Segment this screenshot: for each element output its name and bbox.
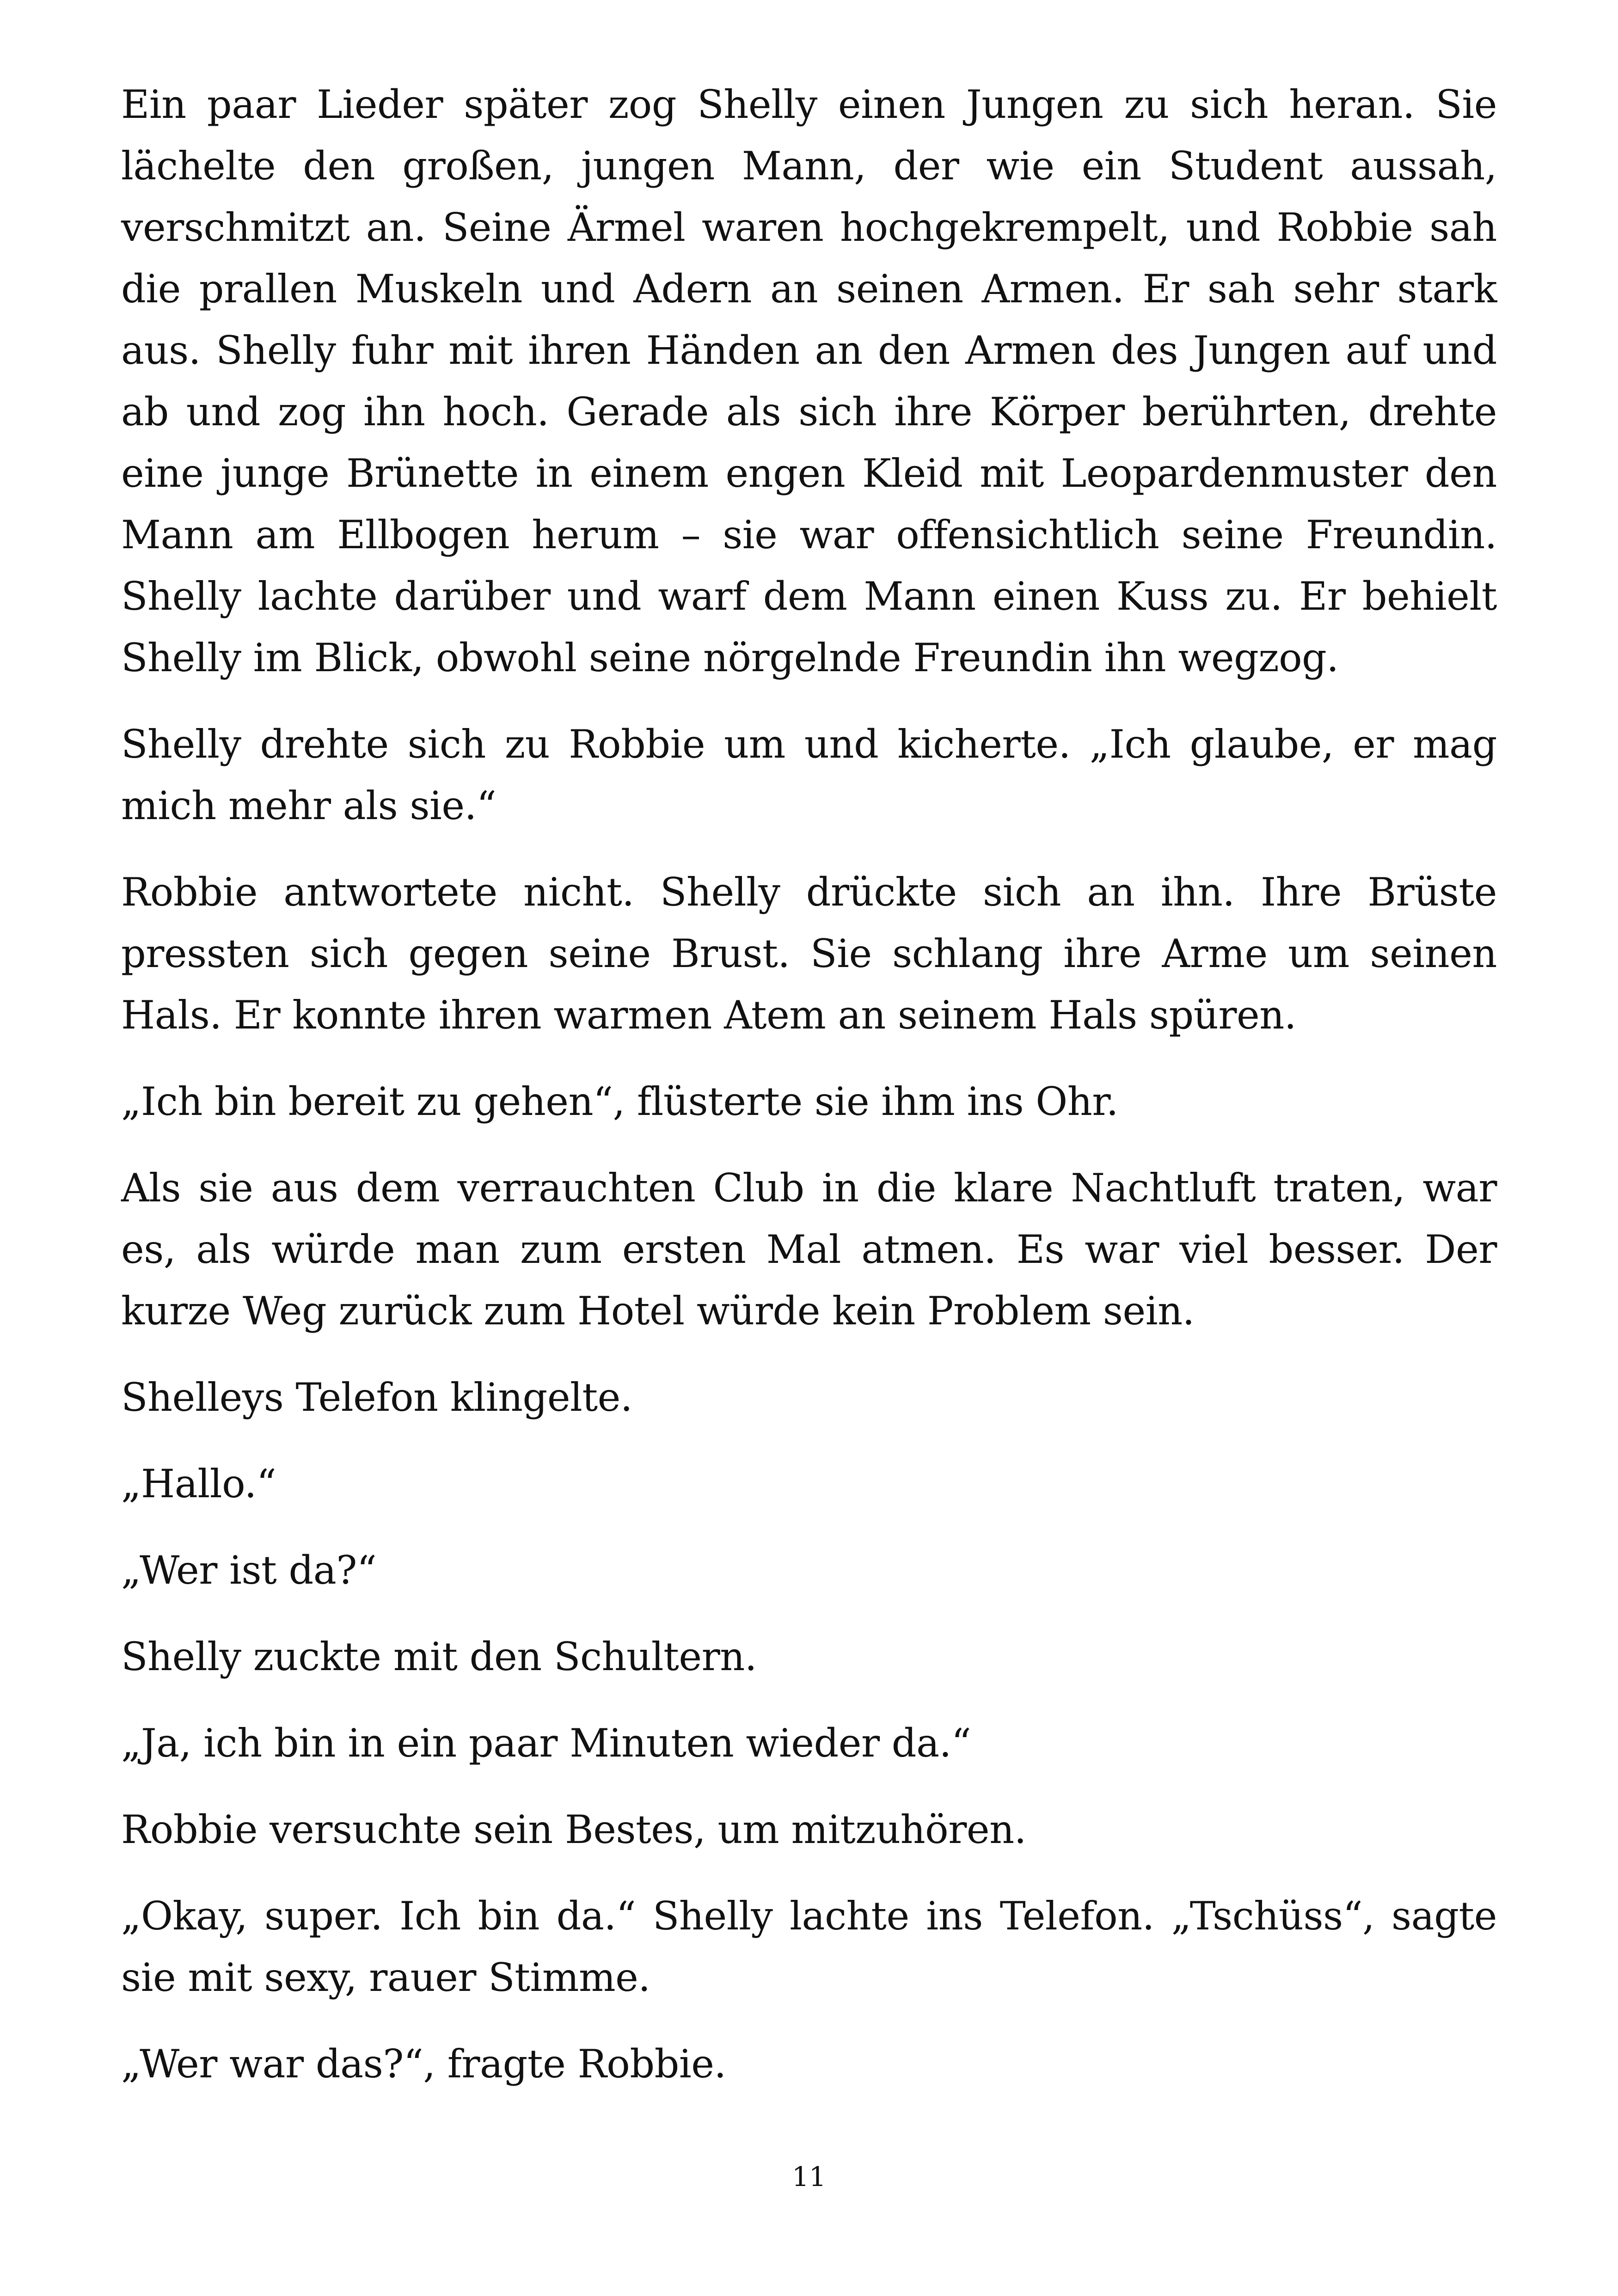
paragraph-2: Shelly drehte sich zu Robbie um und kicherte. „Ich glaube, er mag mich mehr als sie.“	[121, 722, 1497, 828]
paragraph-7: „Hallo.“	[121, 1461, 276, 1506]
paragraph-5: Als sie aus dem verrauchten Club in die klare Nachtluft traten, war es, als würde man zum ersten Mal atmen. Es war viel besser. Der kurze Weg zurück zum Hotel würde kein Problem sein.	[121, 1165, 1497, 1334]
paragraph-8: „Wer ist da?“	[121, 1548, 377, 1593]
page-body	[121, 74, 1497, 2120]
paragraph-3: Robbie antwortete nicht. Shelly drückte sich an ihn. Ihre Brüste pressten sich gegen seine Brust. Sie schlang ihre Arme um seinen Hals. Er konnte ihren warmen Atem an seinem Hals spüren.	[121, 869, 1497, 1038]
paragraph-9: Shelly zuckte mit den Schultern.	[121, 1634, 757, 1679]
paragraph-11: Robbie versuchte sein Bestes, um mitzuhören.	[121, 1807, 1026, 1852]
paragraph-10: „Ja, ich bin in ein paar Minuten wieder da.“	[121, 1720, 971, 1766]
paragraph-1: Ein paar Lieder später zog Shelly einen Jungen zu sich heran. Sie lächelte den großen, jungen Mann, der wie ein Student aussah, verschmitzt an. Seine Ärmel waren hochgekrempelt, und Robbie sah die prallen Muskeln und Adern an seinen Armen. Er sah sehr stark aus. Shelly fuhr mit ihren Händen an den Armen des Jungen auf und ab und zog ihn hoch. Gerade als sich ihre Körper berührten, drehte eine junge Brünette in einem engen Kleid mit Leopardenmuster den Mann am Ellbogen herum – sie war offensichtlich seine Freundin. Shelly lachte darüber und warf dem Mann einen Kuss zu. Er behielt Shelly im Blick, obwohl seine nörgelnde Freundin ihn wegzog.	[121, 82, 1497, 680]
paragraph-6: Shelleys Telefon klingelte.	[121, 1375, 633, 1420]
paragraph-12: „Okay, super. Ich bin da.“ Shelly lachte ins Telefon. „Tschüss“, sagte sie mit sexy, rauer Stimme.	[121, 1893, 1497, 2000]
page-number: 11	[792, 2161, 826, 2192]
paragraph-4: „Ich bin bereit zu gehen“, flüsterte sie ihm ins Ohr.	[121, 1079, 1118, 1124]
paragraph-13: „Wer war das?“, fragte Robbie.	[121, 2041, 726, 2087]
